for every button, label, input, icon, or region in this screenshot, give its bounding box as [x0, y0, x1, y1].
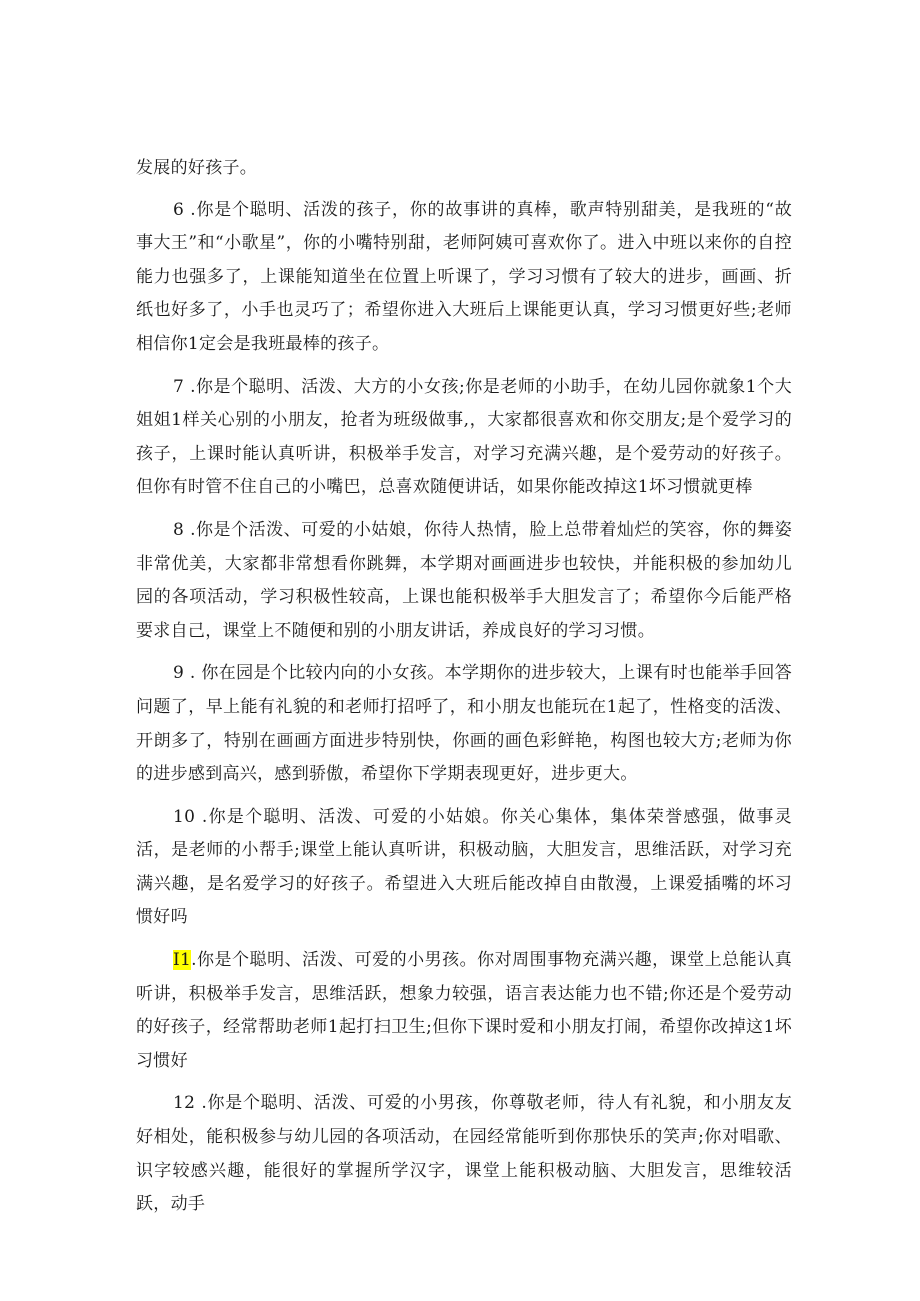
highlighted-paragraph-number: I1 — [173, 950, 192, 971]
paragraph-number: 9 — [173, 663, 185, 684]
paragraph-number: 7 — [173, 376, 185, 397]
paragraph-text: . 你在园是个比较内向的小女孩。本学期你的进步较大，上课有时也能举手回答问题了，早上能有礼貌的和老师打招呼了，和小朋友也能玩在1起了，性格变的活泼、开朗多了，特别在画画方面进步特别快，你画的画色彩鲜艳，构图也较大方;老师为你的进步感到高兴，感到骄傲，希望你下学期表现更好，进步更大。 — [136, 663, 792, 785]
paragraph-number: 6 — [173, 199, 185, 220]
paragraph-number: 12 — [173, 1093, 196, 1114]
paragraph-12 — [136, 1087, 792, 1221]
paragraph-10 — [136, 801, 792, 935]
paragraph-6 — [136, 194, 792, 362]
paragraph-7 — [136, 371, 792, 505]
paragraph-number: 8 — [173, 519, 185, 540]
paragraph-number: 10 — [173, 806, 196, 827]
paragraph-9 — [136, 657, 792, 791]
paragraph-text: .你是个聪明、活泼的孩子，你的故事讲的真棒，歌声特别甜美，是我班的“故事大王”和“小歌星”，你的小嘴特别甜，老师阿姨可喜欢你了。进入中班以来你的自控能力也强多了，上课能知道坐在位置上听课了，学习习惯有了较大的进步，画画、折纸也好多了，小手也灵巧了；希望你进入大班后上课能更认真，学习习惯更好些;老师相信你1定会是我班最棒的孩子。 — [136, 199, 792, 354]
paragraph-text: 发展的好孩子。 — [136, 158, 258, 178]
paragraph-text: .你是个聪明、活泼、大方的小女孩;你是老师的小助手，在幼儿园你就象1个大姐姐1样关心别的小朋友，抢者为班级做事,，大家都很喜欢和你交朋友;是个爱学习的孩子，上课时能认真听讲，积极举手发言，对学习充满兴趣，是个爱劳动的好孩子。但你有时管不住自己的小嘴巴，总喜欢随便讲话，如果你能改掉这1坏习惯就更棒 — [136, 376, 792, 498]
paragraph-11 — [136, 944, 792, 1078]
paragraph-8 — [136, 514, 792, 648]
paragraph-continuation — [136, 152, 792, 186]
paragraph-text: .你是个聪明、活泼、可爱的小男孩。你对周围事物充满兴趣，课堂上总能认真听讲，积极举手发言，思维活跃，想象力较强，语言表达能力也不错;你还是个爱劳动的好孩子，经常帮助老师1起打扫卫生;但你下课时爱和小朋友打闹，希望你改掉这1坏习惯好 — [136, 950, 792, 1071]
paragraph-text: .你是个聪明、活泼、可爱的小男孩，你尊敬老师，待人有礼貌，和小朋友友好相处，能积极参与幼儿园的各项活动，在园经常能听到你那快乐的笑声;你对唱歌、识字较感兴趣，能很好的掌握所学汉字，课堂上能积极动脑、大胆发言，思维较活跃，动手 — [136, 1093, 792, 1215]
paragraph-text: .你是个聪明、活泼、可爱的小姑娘。你关心集体，集体荣誉感强，做事灵活，是老师的小帮手;课堂上能认真听讲，积极动脑，大胆发言，思维活跃，对学习充满兴趣，是名爱学习的好孩子。希望进入大班后能改掉自由散漫，上课爱插嘴的坏习惯好吗 — [136, 806, 792, 928]
document-body — [136, 152, 792, 1222]
paragraph-text: .你是个活泼、可爱的小姑娘，你待人热情，脸上总带着灿烂的笑容，你的舞姿非常优美，大家都非常想看你跳舞，本学期对画画进步也较快，并能积极的参加幼儿园的各项活动，学习积极性较高，上课也能积极举手大胆发言了；希望你今后能严格要求自己，课堂上不随便和别的小朋友讲话，养成良好的学习习惯。 — [136, 519, 792, 641]
